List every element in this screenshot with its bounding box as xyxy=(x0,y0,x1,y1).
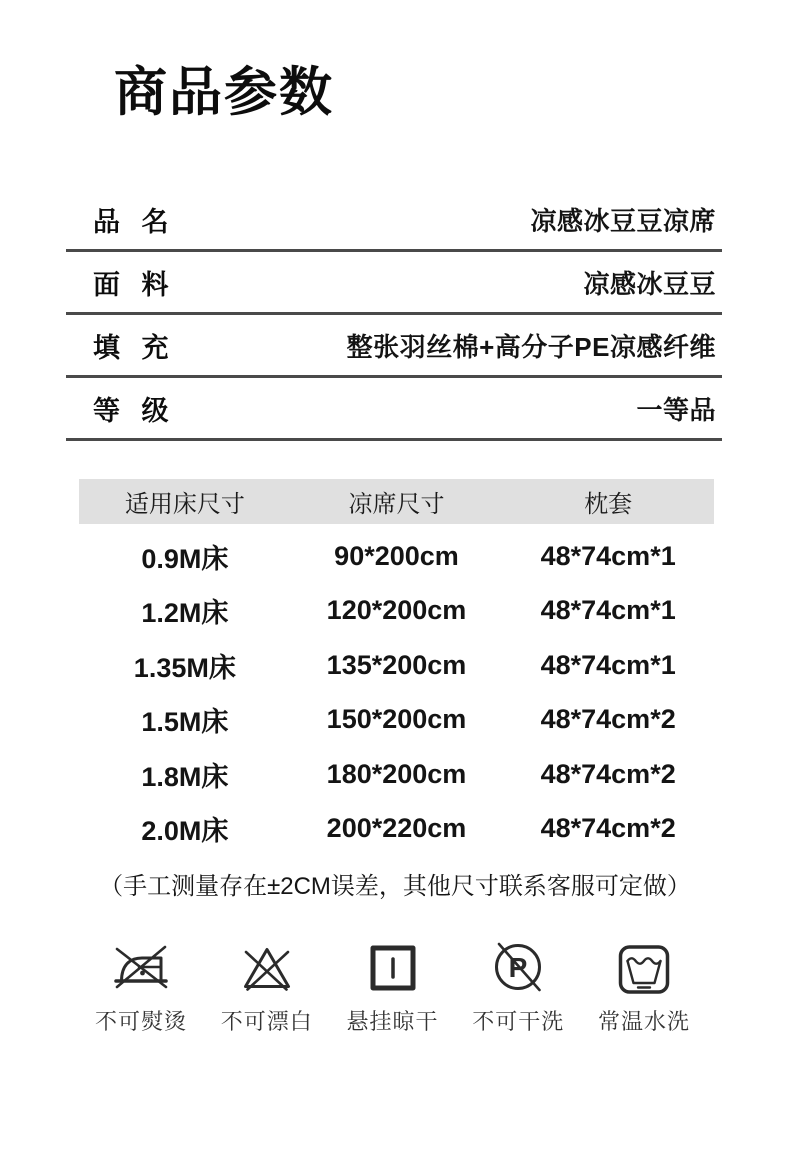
spec-value: 整张羽丝棉+高分子PE凉感纤维 xyxy=(346,331,716,362)
care-label: 不可漂白 xyxy=(220,1009,313,1034)
table-row xyxy=(79,638,714,693)
spec-value: 凉感冰豆豆凉席 xyxy=(530,205,716,236)
svg-text:P: P xyxy=(508,952,528,983)
cell-bed-size: 1.5M床 xyxy=(141,707,229,738)
cell-mat-size: 180*200cm xyxy=(326,758,467,789)
size-table-header xyxy=(79,479,714,524)
cell-mat-size: 120*200cm xyxy=(326,595,467,626)
spec-row-filling xyxy=(66,315,722,378)
size-table xyxy=(79,479,714,856)
spec-row-fabric xyxy=(66,252,722,315)
spec-value: 一等品 xyxy=(636,394,716,425)
spec-row-name xyxy=(66,189,722,252)
no-dry-clean-icon xyxy=(486,936,550,1000)
column-header-bed-size: 适用床尺寸 xyxy=(124,491,245,518)
care-item-no-dry-clean xyxy=(459,936,577,1036)
column-header-mat-size: 凉席尺寸 xyxy=(348,491,445,518)
cell-bed-size: 1.2M床 xyxy=(141,598,229,629)
cell-mat-size: 90*200cm xyxy=(334,540,459,571)
care-label: 常温水洗 xyxy=(597,1009,690,1034)
no-bleach-icon xyxy=(235,936,299,1000)
cell-bed-size: 1.35M床 xyxy=(133,652,236,683)
table-row xyxy=(79,802,714,857)
spec-label: 品 名 xyxy=(93,206,176,237)
size-table-body xyxy=(79,524,714,856)
spec-label: 等 级 xyxy=(93,395,176,426)
cell-bed-size: 2.0M床 xyxy=(141,816,229,847)
care-item-normal-wash xyxy=(585,936,703,1036)
spec-row-grade xyxy=(66,378,722,441)
no-iron-icon xyxy=(109,936,173,1000)
table-row xyxy=(79,747,714,802)
care-label: 悬挂晾干 xyxy=(346,1009,439,1034)
spec-value: 凉感冰豆豆 xyxy=(583,268,716,299)
care-label: 不可干洗 xyxy=(472,1009,565,1034)
cell-mat-size: 150*200cm xyxy=(326,704,467,735)
table-row xyxy=(79,529,714,584)
spec-label: 面 料 xyxy=(93,269,176,300)
measurement-note: （手工测量存在±2CM误差，其他尺寸联系客服可定做） xyxy=(99,873,691,900)
care-label: 不可熨烫 xyxy=(94,1009,187,1034)
table-row xyxy=(79,693,714,748)
cell-pillowcase: 48*74cm*2 xyxy=(540,813,676,844)
cell-bed-size: 0.9M床 xyxy=(141,543,229,574)
table-row xyxy=(79,584,714,639)
cell-mat-size: 135*200cm xyxy=(326,649,467,680)
cell-pillowcase: 48*74cm*1 xyxy=(540,595,676,626)
spec-list xyxy=(66,189,722,441)
cell-pillowcase: 48*74cm*1 xyxy=(540,540,676,571)
cell-pillowcase: 48*74cm*1 xyxy=(540,649,676,680)
care-item-hang-dry xyxy=(334,936,452,1036)
normal-wash-icon xyxy=(612,936,676,1000)
care-instructions xyxy=(82,936,703,1036)
cell-mat-size: 200*220cm xyxy=(326,813,467,844)
spec-label: 填 充 xyxy=(93,332,176,363)
care-item-no-bleach xyxy=(208,936,326,1036)
page-title: 商品参数 xyxy=(114,63,334,122)
cell-pillowcase: 48*74cm*2 xyxy=(540,704,676,735)
care-item-no-iron xyxy=(82,936,200,1036)
column-header-pillowcase: 枕套 xyxy=(584,491,633,518)
hang-dry-icon xyxy=(361,936,425,1000)
cell-pillowcase: 48*74cm*2 xyxy=(540,758,676,789)
cell-bed-size: 1.8M床 xyxy=(141,761,229,792)
